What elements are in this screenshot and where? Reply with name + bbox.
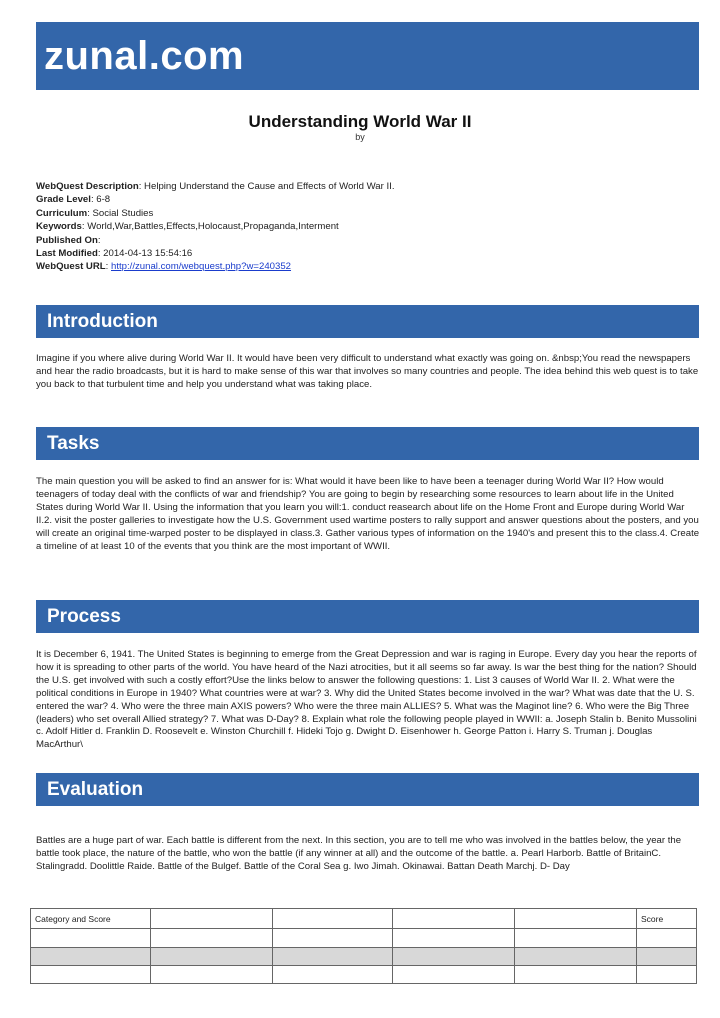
meta-curriculum: Curriculum: Social Studies bbox=[36, 207, 154, 219]
tasks-heading-bar bbox=[36, 427, 699, 460]
rubric-row bbox=[31, 929, 697, 948]
rubric-header-cell bbox=[151, 909, 273, 929]
introduction-heading: Introduction bbox=[47, 311, 158, 332]
rubric-header-score: Score bbox=[637, 909, 697, 929]
author-byline: by bbox=[355, 132, 365, 142]
tasks-heading: Tasks bbox=[47, 433, 100, 454]
meta-modified: Last Modified: 2014-04-13 15:54:16 bbox=[36, 248, 193, 260]
rubric-row bbox=[31, 966, 697, 984]
meta-keywords: Keywords: World,War,Battles,Effects,Holocaust,Propaganda,Interment bbox=[36, 221, 339, 233]
meta-grade: Grade Level: 6-8 bbox=[36, 194, 111, 206]
process-heading: Process bbox=[47, 606, 121, 627]
tasks-text: The main question you will be asked to find an answer for is: What would it have been like to have been a teenager during World War II? How would teenagers of today deal with the conflicts of war and friendship? You are going to begin by researching some resources to learn about life in the United States during World War II. Using the information that you learn you will:1. conduct reasearch about life on the Home Front and Europe during World War II.2. visit the poster galleries to investigate how the U.S. Government used wartime posters to rally support and answer questions about the posters, and you will create an original time-warped poster to be displayed in class.3. Gather various types of information on the 1940's and present this to the class.4. Create a timeline of at least 10 of the events that you think are the most important of WWII. bbox=[36, 476, 700, 552]
page-title: Understanding World War II bbox=[248, 112, 472, 131]
site-logo[interactable]: zunal.com bbox=[44, 34, 245, 78]
introduction-text: Imagine if you where alive during World War II. It would have been very difficult to understand what exactly was going on. &nbsp;You read the newspapers and hear the radio broadcasts, but it is hard to make sense of this war that involves so many countries and people. The idea behind this web quest is to take you back to that turbulent time and help you understand what was taking place. bbox=[36, 353, 699, 390]
rubric-header-cell bbox=[515, 909, 637, 929]
evaluation-heading: Evaluation bbox=[47, 779, 144, 800]
meta-url: WebQuest URL: http://zunal.com/webquest.php?w=240352 bbox=[36, 261, 292, 273]
introduction-heading-bar bbox=[36, 305, 699, 338]
rubric-header-row bbox=[31, 909, 697, 929]
evaluation-heading-bar bbox=[36, 773, 699, 806]
webquest-url-link[interactable]: http://zunal.com/webquest.php?w=240352 bbox=[111, 261, 292, 273]
process-text: It is December 6, 1941. The United States is beginning to emerge from the Great Depression and war is raging in Europe. Every day you hear the reports of how it is spreading to other parts of the world. You have heard of the Nazi atrocities, but it all seems so far away. Is war the best thing for the nation? Should the U.S. get involved with such a costly effort?Use the links below to answer the following questions: 1. List 3 causes of World War II. 2. What were the political conditions in Europe in 1940? What countries were at war? 3. Why did the United States become involved in the war? What was date that the U. S. entered the war? 4. Who were the three main AXIS powers? Who were the three main ALLIES? 5. What was the Maginot line? 6. Who were the Big Three (leaders) who set overall Allied strategy? 7. What was D-Day? 8. Explain what role the following people played in WWII: a. Joseph Stalin b. Benito Mussolini c. Adolf Hitler d. Franklin D. Roosevelt e. Winston Churchill f. Hideki Tojo g. Dwight D. Eisenhower h. George Patton i. Harry S. Truman j. Douglas MacArthur\ bbox=[36, 649, 697, 751]
rubric-header-cell bbox=[393, 909, 515, 929]
rubric-table bbox=[30, 908, 697, 984]
meta-published: Published On: bbox=[36, 234, 101, 246]
meta-description: WebQuest Description: Helping Understand the Cause and Effects of World War II. bbox=[36, 181, 395, 192]
evaluation-text: Battles are a huge part of war. Each battle is different from the next. In this section, you are to tell me who was involved in the battles below, the year the battle took place, the nature of the battle, who won the battle (if any winner at all) and the outcome of the battle. a. Pearl Harborb. Battle of BritainC. Stalingradd. Doolittle Raide. Battle of the Bulgef. Battle of the Coral Sea g. Iwo Jimah. Okinawai. Battan Death Marchj. D- Day bbox=[36, 835, 682, 872]
site-banner bbox=[36, 22, 699, 90]
process-heading-bar bbox=[36, 600, 699, 633]
rubric-header-category: Category and Score bbox=[31, 909, 151, 929]
rubric-header-cell bbox=[273, 909, 393, 929]
webquest-meta bbox=[36, 180, 696, 274]
rubric-row bbox=[31, 948, 697, 966]
